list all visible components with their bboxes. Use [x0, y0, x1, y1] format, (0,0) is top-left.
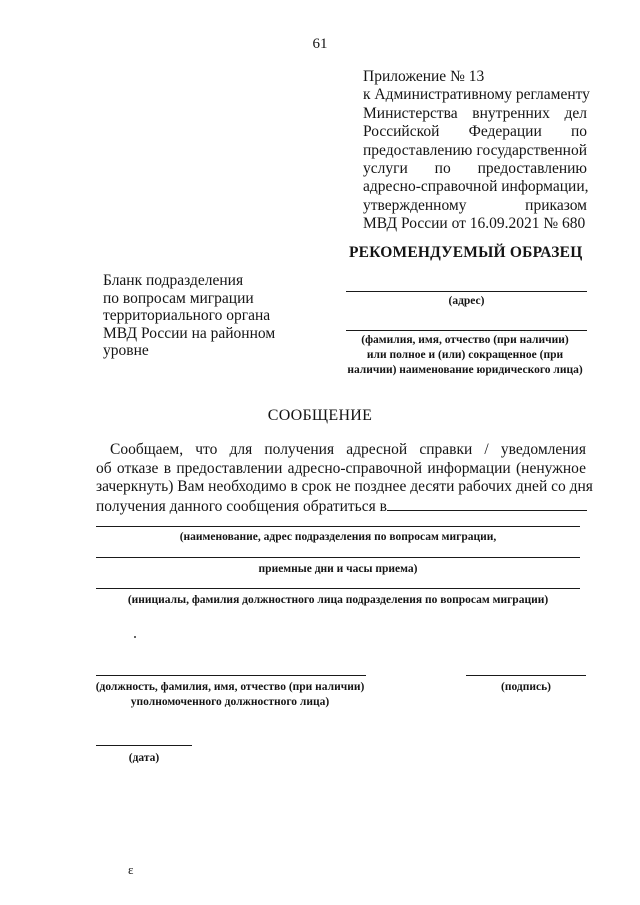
sample-heading: РЕКОМЕНДУЕМЫЙ ОБРАЗЕЦ: [349, 244, 583, 261]
body-line: зачеркнуть) Вам необходимо в срок не позднее десяти рабочих дней со дня: [96, 478, 593, 495]
appendix-line: адресно-справочной информации,: [363, 178, 589, 196]
document-title: СООБЩЕНИЕ: [267, 407, 373, 424]
body-line-last: [96, 497, 586, 517]
message-body: [96, 441, 593, 516]
official-caption: (инициалы, фамилия должностного лица подразделения по вопросам миграции): [127, 594, 549, 606]
appendix-line: Министерства внутренних дел: [363, 104, 587, 122]
appendix-line: Приложение № 13: [363, 68, 485, 85]
body-line: Сообщаем, что для получения адресной справки / уведомления: [110, 441, 586, 458]
stray-mark: ɛ: [128, 862, 134, 877]
unit-name-caption: (наименование, адрес подразделения по вопросам миграции,: [179, 531, 497, 543]
stray-dot: [134, 636, 136, 638]
body-line: получения данного сообщения обратиться в: [96, 497, 387, 515]
signature-line: [466, 675, 586, 676]
blank-line: по вопросам миграции: [103, 289, 254, 307]
blank-line: МВД России на районном: [103, 324, 276, 342]
signature-caption: (подпись): [501, 681, 551, 693]
appendix-line: предоставлению государственной: [363, 141, 587, 159]
appendix-line: утвержденному приказом: [363, 196, 587, 214]
reception-hours-line: [96, 557, 580, 558]
address-caption: (адрес): [448, 295, 485, 307]
recipient-name-caption: [300, 333, 630, 378]
appendix-line: Российской Федерации по: [363, 123, 587, 141]
blank-line: Бланк подразделения: [103, 272, 244, 289]
authorized-official-caption: [70, 680, 390, 710]
appendix-line: услуги по предоставлению: [363, 160, 587, 178]
date-caption: (дата): [128, 752, 160, 764]
caption-line: или полное и (или) сокращенное (при: [366, 349, 564, 361]
appendix-line: к Административному регламенту: [363, 86, 590, 104]
reception-hours-caption: приемные дни и часы приема): [258, 563, 418, 575]
caption-line: (фамилия, имя, отчество (при наличии): [361, 334, 569, 346]
recipient-name-line: [346, 330, 587, 331]
blank-line: уровне: [103, 342, 149, 360]
body-line: об отказе в предоставлении адресно-справочной информации (ненужное: [96, 459, 586, 477]
address-line: [346, 291, 587, 292]
caption-line: наличии) наименование юридического лица): [347, 364, 583, 376]
date-line: [96, 745, 192, 746]
caption-line: уполномоченного должностного лица): [130, 696, 330, 708]
fill-in-blank: [387, 497, 587, 511]
authorized-official-line: [96, 675, 366, 676]
appendix-block: [363, 68, 590, 234]
appendix-line: МВД России от 16.09.2021 № 680: [363, 215, 586, 233]
page-number: 61: [312, 36, 328, 52]
unit-name-line: [96, 526, 580, 527]
caption-line: (должность, фамилия, имя, отчество (при наличии): [95, 681, 365, 693]
unit-blank-block: [103, 272, 303, 360]
official-line: [96, 588, 580, 589]
blank-line: территориального органа: [103, 307, 271, 325]
